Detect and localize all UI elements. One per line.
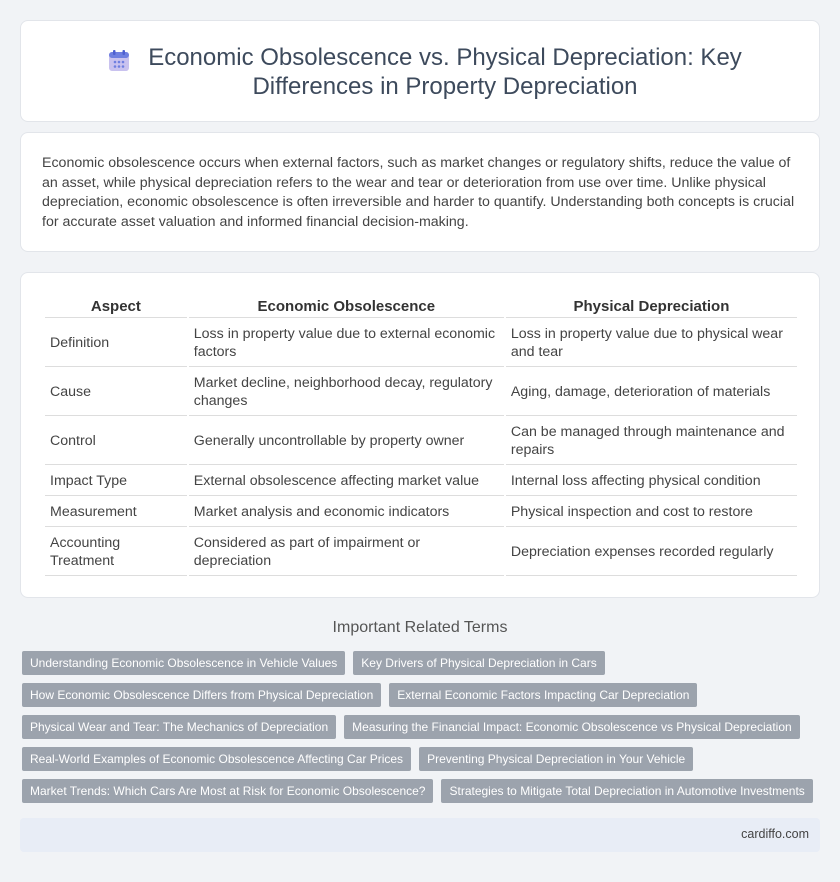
row-economic: Considered as part of impairment or depreciation bbox=[189, 529, 504, 576]
related-tag[interactable]: Real-World Examples of Economic Obsolescence Affecting Car Prices bbox=[22, 747, 411, 771]
footer bbox=[20, 818, 820, 852]
table-row bbox=[45, 418, 797, 465]
related-tag[interactable]: Preventing Physical Depreciation in Your Vehicle bbox=[419, 747, 693, 771]
header-physical-depreciation: Physical Depreciation bbox=[506, 295, 797, 318]
related-tag[interactable]: Key Drivers of Physical Depreciation in Cars bbox=[353, 651, 604, 675]
row-physical: Depreciation expenses recorded regularly bbox=[506, 529, 797, 576]
related-tags bbox=[22, 651, 822, 811]
row-physical: Internal loss affecting physical condition bbox=[506, 467, 797, 496]
row-physical: Can be managed through maintenance and repairs bbox=[506, 418, 797, 465]
title-card bbox=[20, 20, 820, 122]
row-aspect: Accounting Treatment bbox=[45, 529, 187, 576]
row-aspect: Control bbox=[45, 418, 187, 465]
related-tag[interactable]: External Economic Factors Impacting Car Depreciation bbox=[389, 683, 697, 707]
related-tag[interactable]: Understanding Economic Obsolescence in Vehicle Values bbox=[22, 651, 345, 675]
row-physical: Aging, damage, deterioration of materials bbox=[506, 369, 797, 416]
row-aspect: Measurement bbox=[45, 498, 187, 527]
comparison-table bbox=[43, 293, 799, 578]
related-tag[interactable]: Measuring the Financial Impact: Economic Obsolescence vs Physical Depreciation bbox=[344, 715, 800, 739]
comparison-card bbox=[20, 272, 820, 598]
related-terms-title: Important Related Terms bbox=[332, 619, 508, 636]
row-physical: Physical inspection and cost to restore bbox=[506, 498, 797, 527]
row-economic: Loss in property value due to external economic factors bbox=[189, 320, 504, 367]
related-tag[interactable]: Market Trends: Which Cars Are Most at Risk for Economic Obsolescence? bbox=[22, 779, 433, 803]
related-tag[interactable]: Physical Wear and Tear: The Mechanics of Depreciation bbox=[22, 715, 336, 739]
row-aspect: Cause bbox=[45, 369, 187, 416]
table-row bbox=[45, 320, 797, 367]
footer-site-link[interactable]: cardiffo.com bbox=[741, 827, 809, 841]
intro-card bbox=[20, 132, 820, 252]
table-row bbox=[45, 529, 797, 576]
row-economic: Market decline, neighborhood decay, regulatory changes bbox=[189, 369, 504, 416]
related-tag[interactable]: Strategies to Mitigate Total Depreciation in Automotive Investments bbox=[441, 779, 812, 803]
header-aspect: Aspect bbox=[45, 295, 187, 318]
row-aspect: Definition bbox=[45, 320, 187, 367]
page-title: Economic Obsolescence vs. Physical Depreciation: Key Differences in Property Depreciation bbox=[148, 44, 742, 100]
intro-paragraph: Economic obsolescence occurs when external factors, such as market changes or regulatory shifts, reduce the value of an asset, while physical depreciation refers to the wear and tear or deterioration from use over time. Unlike physical depreciation, economic obsolescence is often irreversible and harder to quantify. Understanding both concepts is crucial for accurate asset valuation and informed financial decision-making. bbox=[42, 155, 795, 230]
header-economic-obsolescence: Economic Obsolescence bbox=[189, 295, 504, 318]
table-row bbox=[45, 369, 797, 416]
calendar-icon bbox=[107, 49, 131, 73]
row-economic: External obsolescence affecting market value bbox=[189, 467, 504, 496]
row-aspect: Impact Type bbox=[45, 467, 187, 496]
table-header-row bbox=[45, 295, 797, 318]
row-economic: Market analysis and economic indicators bbox=[189, 498, 504, 527]
row-economic: Generally uncontrollable by property owner bbox=[189, 418, 504, 465]
row-physical: Loss in property value due to physical wear and tear bbox=[506, 320, 797, 367]
table-row bbox=[45, 467, 797, 496]
related-tag[interactable]: How Economic Obsolescence Differs from Physical Depreciation bbox=[22, 683, 381, 707]
table-row bbox=[45, 498, 797, 527]
